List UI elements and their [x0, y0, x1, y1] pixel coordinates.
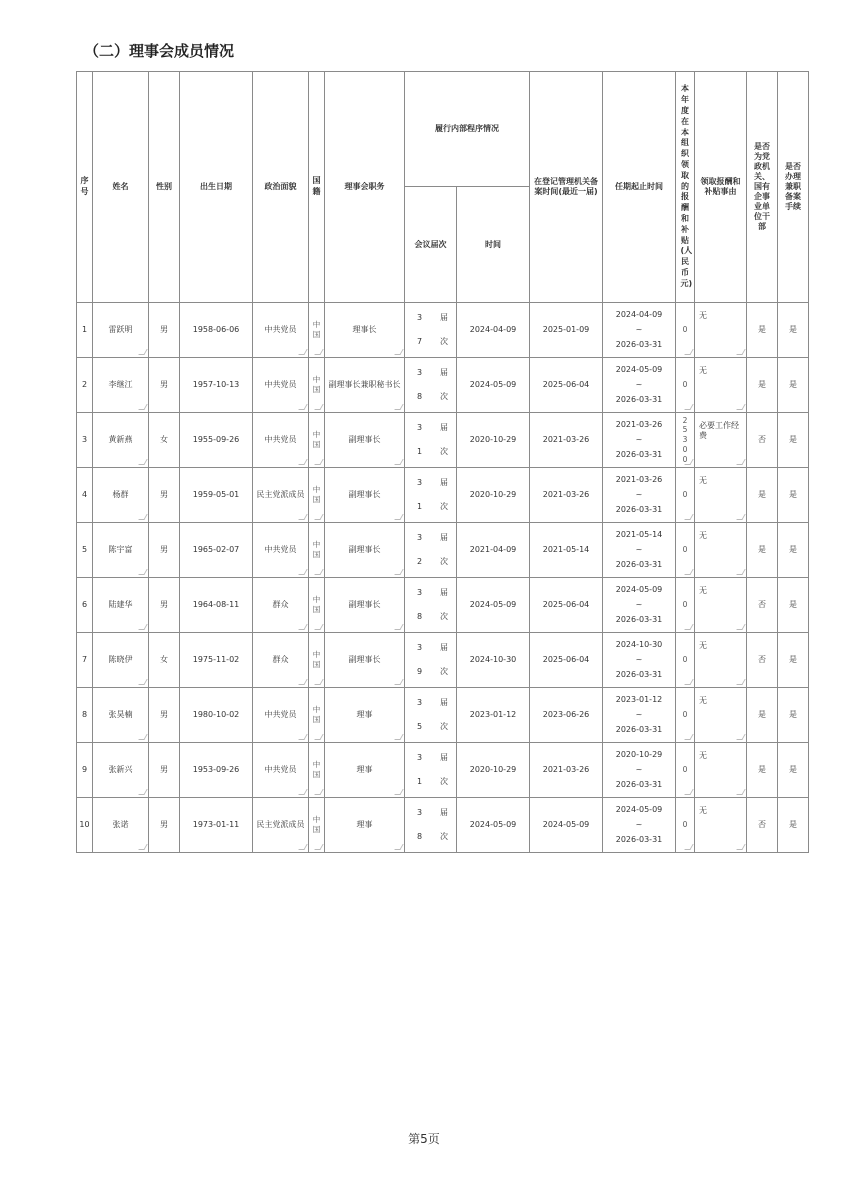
header-procedure: 履行内部程序情况 [405, 72, 530, 187]
cell-name: 张昊楠 [93, 688, 149, 743]
cell-meeting-time: 2020-10-29 [457, 743, 530, 798]
cell-gender: 男 [149, 358, 180, 413]
cell-nationality: 中国 [309, 358, 325, 413]
cell-concurrent: 是 [778, 468, 809, 523]
cell-nationality: 中国 [309, 633, 325, 688]
cell-pay: 0 [676, 633, 695, 688]
cell-concurrent: 是 [778, 633, 809, 688]
cell-filing-time: 2025-06-04 [530, 633, 603, 688]
table-row [77, 798, 809, 853]
cell-politics: 中共党员 [253, 358, 309, 413]
cell-gender: 男 [149, 798, 180, 853]
cell-nationality: 中国 [309, 303, 325, 358]
cell-birth: 1980-10-02 [180, 688, 253, 743]
cell-filing-time: 2025-06-04 [530, 358, 603, 413]
cell-seq: 9 [77, 743, 93, 798]
cell-birth: 1955-09-26 [180, 413, 253, 468]
cell-name: 陈宇富 [93, 523, 149, 578]
cell-meeting: 3 届 8 次 [405, 798, 457, 853]
cell-gender: 男 [149, 303, 180, 358]
cell-concurrent: 是 [778, 303, 809, 358]
table-row [77, 633, 809, 688]
cell-pay-reason: 无 [695, 743, 747, 798]
cell-term: 2024-05-09 ~ 2026-03-31 [603, 358, 676, 413]
cell-gender: 男 [149, 743, 180, 798]
cell-cadre: 是 [747, 358, 778, 413]
cell-politics: 民主党派成员 [253, 468, 309, 523]
cell-pay-reason: 无 [695, 688, 747, 743]
cell-gender: 男 [149, 468, 180, 523]
cell-nationality: 中国 [309, 523, 325, 578]
cell-pay: 0 [676, 743, 695, 798]
cell-gender: 男 [149, 578, 180, 633]
cell-cadre: 是 [747, 303, 778, 358]
cell-birth: 1957-10-13 [180, 358, 253, 413]
cell-name: 杨群 [93, 468, 149, 523]
cell-seq: 2 [77, 358, 93, 413]
table-row [77, 578, 809, 633]
cell-nationality: 中国 [309, 743, 325, 798]
cell-pay: 0 [676, 688, 695, 743]
cell-concurrent: 是 [778, 743, 809, 798]
table-row [77, 413, 809, 468]
cell-term: 2024-04-09 ~ 2026-03-31 [603, 303, 676, 358]
table-row [77, 523, 809, 578]
cell-filing-time: 2021-03-26 [530, 413, 603, 468]
cell-politics: 中共党员 [253, 413, 309, 468]
cell-meeting: 3 届 9 次 [405, 633, 457, 688]
cell-filing-time: 2025-06-04 [530, 578, 603, 633]
cell-name: 张新兴 [93, 743, 149, 798]
cell-cadre: 否 [747, 798, 778, 853]
cell-cadre: 否 [747, 413, 778, 468]
cell-birth: 1973-01-11 [180, 798, 253, 853]
cell-name: 黄新燕 [93, 413, 149, 468]
cell-cadre: 是 [747, 523, 778, 578]
cell-seq: 4 [77, 468, 93, 523]
cell-term: 2023-01-12 ~ 2026-03-31 [603, 688, 676, 743]
cell-gender: 男 [149, 523, 180, 578]
cell-filing-time: 2021-05-14 [530, 523, 603, 578]
table-row [77, 303, 809, 358]
cell-cadre: 否 [747, 633, 778, 688]
cell-term: 2024-10-30 ~ 2026-03-31 [603, 633, 676, 688]
cell-position: 理事 [325, 798, 405, 853]
cell-seq: 5 [77, 523, 93, 578]
cell-meeting: 3 届 1 次 [405, 413, 457, 468]
cell-position: 理事 [325, 743, 405, 798]
header-name: 姓名 [93, 72, 149, 303]
header-nationality: 国籍 [309, 72, 325, 303]
cell-nationality: 中国 [309, 578, 325, 633]
cell-pay-reason: 无 [695, 303, 747, 358]
cell-filing-time: 2023-06-26 [530, 688, 603, 743]
cell-nationality: 中国 [309, 468, 325, 523]
cell-position: 副理事长 [325, 633, 405, 688]
cell-meeting-time: 2020-10-29 [457, 413, 530, 468]
cell-politics: 群众 [253, 633, 309, 688]
cell-politics: 群众 [253, 578, 309, 633]
cell-concurrent: 是 [778, 798, 809, 853]
cell-birth: 1975-11-02 [180, 633, 253, 688]
cell-birth: 1953-09-26 [180, 743, 253, 798]
cell-meeting-time: 2020-10-29 [457, 468, 530, 523]
cell-name: 张诺 [93, 798, 149, 853]
cell-cadre: 否 [747, 578, 778, 633]
cell-term: 2020-10-29 ~ 2026-03-31 [603, 743, 676, 798]
cell-gender: 女 [149, 413, 180, 468]
cell-pay-reason: 无 [695, 798, 747, 853]
cell-birth: 1958-06-06 [180, 303, 253, 358]
cell-pay: 0 [676, 523, 695, 578]
cell-position: 副理事长 [325, 468, 405, 523]
header-meeting: 会议届次 [405, 187, 457, 303]
table-row [77, 468, 809, 523]
cell-position: 理事 [325, 688, 405, 743]
cell-seq: 10 [77, 798, 93, 853]
header-position: 理事会职务 [325, 72, 405, 303]
cell-birth: 1959-05-01 [180, 468, 253, 523]
header-seq: 序号 [77, 72, 93, 303]
cell-concurrent: 是 [778, 358, 809, 413]
cell-cadre: 是 [747, 468, 778, 523]
cell-filing-time: 2024-05-09 [530, 798, 603, 853]
cell-pay: 0 [676, 798, 695, 853]
cell-meeting-time: 2023-01-12 [457, 688, 530, 743]
cell-birth: 1964-08-11 [180, 578, 253, 633]
cell-meeting-time: 2024-04-09 [457, 303, 530, 358]
header-term: 任期起止时间 [603, 72, 676, 303]
header-concurrent: 是否办理兼职备案手续 [778, 72, 809, 303]
cell-pay: 0 [676, 358, 695, 413]
cell-meeting-time: 2024-05-09 [457, 578, 530, 633]
header-time: 时间 [457, 187, 530, 303]
cell-meeting: 3 届 1 次 [405, 743, 457, 798]
cell-meeting-time: 2021-04-09 [457, 523, 530, 578]
cell-nationality: 中国 [309, 688, 325, 743]
cell-filing-time: 2021-03-26 [530, 743, 603, 798]
cell-position: 副理事长 [325, 413, 405, 468]
cell-meeting: 3 届 5 次 [405, 688, 457, 743]
table-body [77, 303, 809, 853]
cell-concurrent: 是 [778, 578, 809, 633]
cell-seq: 6 [77, 578, 93, 633]
cell-politics: 中共党员 [253, 303, 309, 358]
cell-pay: 0 [676, 303, 695, 358]
cell-pay: 25300 [676, 413, 695, 468]
cell-meeting: 3 届 8 次 [405, 578, 457, 633]
cell-pay: 0 [676, 578, 695, 633]
cell-meeting-time: 2024-05-09 [457, 798, 530, 853]
cell-cadre: 是 [747, 743, 778, 798]
cell-seq: 7 [77, 633, 93, 688]
cell-pay-reason: 无 [695, 523, 747, 578]
cell-filing-time: 2025-01-09 [530, 303, 603, 358]
table-row [77, 688, 809, 743]
cell-term: 2021-03-26 ~ 2026-03-31 [603, 413, 676, 468]
cell-politics: 中共党员 [253, 688, 309, 743]
cell-seq: 3 [77, 413, 93, 468]
table-row [77, 358, 809, 413]
header-pay: 本年度在本组织领取的报酬和补贴(人民币元) [676, 72, 695, 303]
cell-name: 李继江 [93, 358, 149, 413]
cell-meeting: 3 届 7 次 [405, 303, 457, 358]
cell-meeting-time: 2024-05-09 [457, 358, 530, 413]
section-title: （二）理事会成员情况 [84, 42, 235, 60]
cell-politics: 中共党员 [253, 523, 309, 578]
cell-meeting: 3 届 1 次 [405, 468, 457, 523]
header-gender: 性别 [149, 72, 180, 303]
cell-name: 雷跃明 [93, 303, 149, 358]
cell-term: 2024-05-09 ~ 2026-03-31 [603, 798, 676, 853]
cell-filing-time: 2021-03-26 [530, 468, 603, 523]
page-number: 第5页 [408, 1132, 440, 1146]
cell-term: 2024-05-09 ~ 2026-03-31 [603, 578, 676, 633]
cell-name: 陆建华 [93, 578, 149, 633]
council-members-table [76, 71, 809, 853]
header-cadre: 是否为党政机关、国有企事业单位干部 [747, 72, 778, 303]
cell-seq: 1 [77, 303, 93, 358]
cell-pay-reason: 无 [695, 358, 747, 413]
cell-pay-reason: 无 [695, 468, 747, 523]
cell-pay: 0 [676, 468, 695, 523]
cell-term: 2021-03-26 ~ 2026-03-31 [603, 468, 676, 523]
cell-position: 理事长 [325, 303, 405, 358]
header-politics: 政治面貌 [253, 72, 309, 303]
cell-concurrent: 是 [778, 523, 809, 578]
cell-nationality: 中国 [309, 413, 325, 468]
cell-concurrent: 是 [778, 413, 809, 468]
cell-meeting: 3 届 2 次 [405, 523, 457, 578]
cell-politics: 中共党员 [253, 743, 309, 798]
cell-term: 2021-05-14 ~ 2026-03-31 [603, 523, 676, 578]
cell-seq: 8 [77, 688, 93, 743]
cell-pay-reason: 必要工作经费 [695, 413, 747, 468]
cell-birth: 1965-02-07 [180, 523, 253, 578]
cell-politics: 民主党派成员 [253, 798, 309, 853]
cell-cadre: 是 [747, 688, 778, 743]
header-filing: 在登记管理机关备案时间(最近一届) [530, 72, 603, 303]
cell-nationality: 中国 [309, 798, 325, 853]
cell-meeting: 3 届 8 次 [405, 358, 457, 413]
cell-pay-reason: 无 [695, 633, 747, 688]
cell-meeting-time: 2024-10-30 [457, 633, 530, 688]
cell-position: 副理事长 [325, 578, 405, 633]
cell-gender: 男 [149, 688, 180, 743]
cell-position: 副理事长 [325, 523, 405, 578]
header-birth: 出生日期 [180, 72, 253, 303]
cell-position: 副理事长兼职秘书长 [325, 358, 405, 413]
header-pay-reason: 领取报酬和补贴事由 [695, 72, 747, 303]
cell-name: 陈晓伊 [93, 633, 149, 688]
cell-concurrent: 是 [778, 688, 809, 743]
cell-gender: 女 [149, 633, 180, 688]
cell-pay-reason: 无 [695, 578, 747, 633]
table-row [77, 743, 809, 798]
